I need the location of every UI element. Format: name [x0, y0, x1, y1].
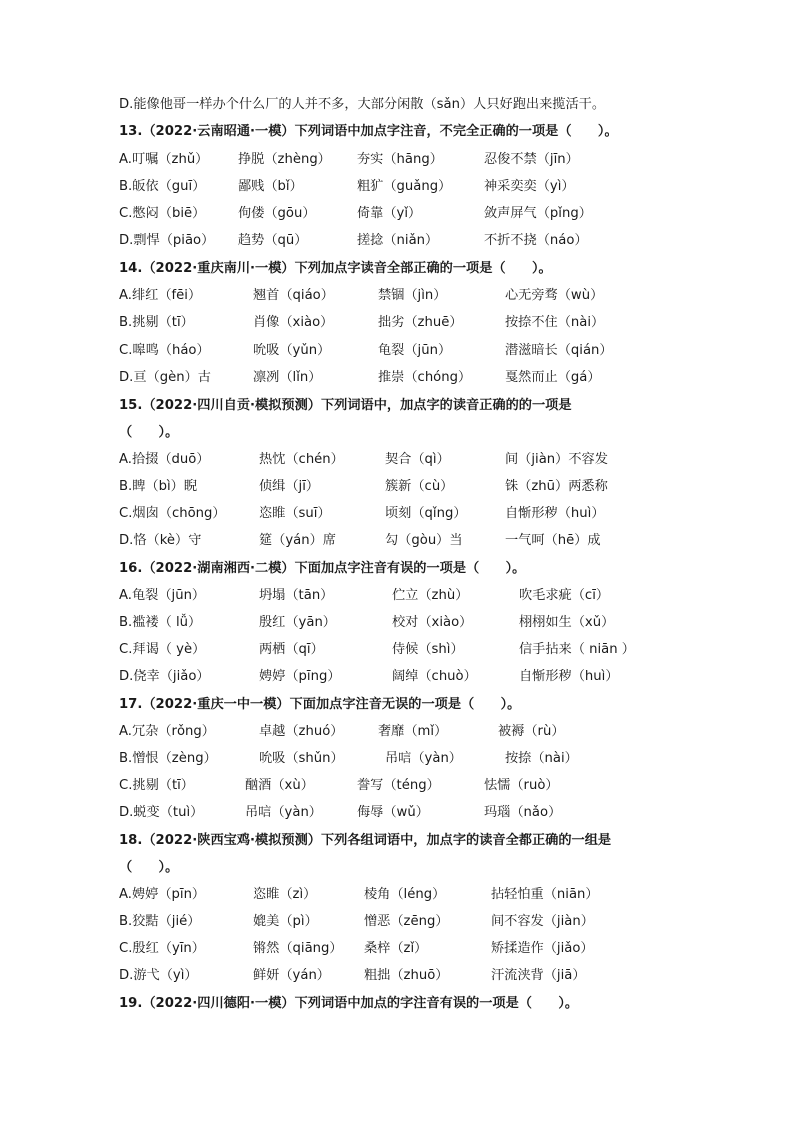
- option-row-18c: [119, 941, 679, 957]
- word: 侮辱（wǔ）: [357, 805, 429, 820]
- word: 锵然（qiāng）: [253, 941, 343, 956]
- question-stem-14: 14.（2022·重庆南川·一模）下列加点字读音全部正确的一项是（ ）。: [119, 261, 552, 276]
- option-a: A.拾掇（duō）: [119, 452, 210, 467]
- option-b: B.褴褛（ lǚ）: [119, 615, 202, 630]
- word: 怯懦（ruò）: [484, 778, 559, 793]
- word: 卓越（zhuó）: [259, 724, 344, 739]
- option-a: A.冗杂（rǒng）: [119, 724, 215, 739]
- option-row-18d: [119, 968, 679, 984]
- word: 粗拙（zhuō）: [364, 968, 449, 983]
- word: 夯实（hāng）: [357, 152, 443, 167]
- option-row-17c: [119, 778, 679, 794]
- option-row-14b: [119, 315, 679, 331]
- option-b: B.憎恨（zèng）: [119, 751, 217, 766]
- option-row-15a: [119, 452, 679, 468]
- word: 挣脱（zhèng）: [238, 152, 331, 167]
- text-line: D.能像他哥一样办个什么厂的人并不多，大部分闲散（sǎn）人只好跑出来揽活干。: [119, 97, 606, 112]
- question-stem-16: 16.（2022·湖南湘西·二模）下面加点字注音有误的一项是（ ）。: [119, 561, 526, 576]
- word: 趋势（qū）: [238, 233, 308, 248]
- option-row-13c: [119, 206, 679, 222]
- word: 不折不挠（náo）: [484, 233, 588, 248]
- option-row-17b: [119, 751, 679, 767]
- word: 龟裂（jūn）: [378, 343, 452, 358]
- question-stem-17: 17.（2022·重庆一中一模）下面加点字注音无误的一项是（ ）。: [119, 697, 521, 712]
- option-row-18b: [119, 914, 679, 930]
- word: 佝偻（gōu）: [238, 206, 316, 221]
- option-c: C.挑剔（tī）: [119, 778, 194, 793]
- word: 吊唁（yàn）: [385, 751, 462, 766]
- option-a: A.龟裂（jūn）: [119, 588, 206, 603]
- word: 被褥（rù）: [498, 724, 565, 739]
- word: 吮吸（yǔn）: [253, 343, 331, 358]
- word: 戛然而止（gá）: [505, 370, 601, 385]
- option-row-14d: [119, 370, 679, 386]
- option-a: A.绯红（fēi）: [119, 288, 202, 303]
- word: 按捺不住（nài）: [505, 315, 605, 330]
- word: 自惭形秽（huì）: [519, 669, 619, 684]
- word: 阔绰（chuò）: [392, 669, 477, 684]
- word: 侦缉（jī）: [259, 479, 320, 494]
- word: 奢靡（mǐ）: [378, 724, 448, 739]
- word: 热忱（chén）: [259, 452, 344, 467]
- option-row-13b: [119, 179, 679, 195]
- option-a: A.叮嘱（zhǔ）: [119, 152, 209, 167]
- option-b: B.睥（bì）睨: [119, 479, 198, 494]
- word: 两栖（qī）: [259, 642, 324, 657]
- question-stem-13: 13.（2022·云南昭通·一模）下列词语中加点字注音，不完全正确的一项是（ ）。: [119, 124, 618, 139]
- word: 殷红（yān）: [259, 615, 336, 630]
- option-c: C.拜谒（ yè）: [119, 642, 206, 657]
- option-d: D.亘（gèn）古: [119, 370, 211, 385]
- option-c: C.憋闷（biē）: [119, 206, 206, 221]
- word: 媲美（pì）: [253, 914, 318, 929]
- word: 誊写（téng）: [357, 778, 440, 793]
- word: 敛声屏气（pǐng）: [484, 206, 592, 221]
- word: 棱角（léng）: [364, 887, 446, 902]
- question-stem-18: 18.（2022·陕西宝鸡·模拟预测）下列各组词语中，加点字的读音全都正确的一组是: [119, 833, 612, 848]
- word: 自惭形秽（huì）: [505, 506, 605, 521]
- option-d: D.剽悍（piāo）: [119, 233, 215, 248]
- option-row-16c: [119, 642, 679, 658]
- option-b: B.挑剔（tī）: [119, 315, 194, 330]
- word: 倚靠（yǐ）: [357, 206, 422, 221]
- option-b: B.皈依（guī）: [119, 179, 206, 194]
- word: 鲜妍（yán）: [253, 968, 330, 983]
- word: 肖像（xiào）: [253, 315, 334, 330]
- word: 拈轻怕重（niān）: [491, 887, 599, 902]
- word: 栩栩如生（xǔ）: [519, 615, 615, 630]
- word: 恣睢（zì）: [253, 887, 317, 902]
- word: 按捺（nài）: [505, 751, 578, 766]
- word: 拙劣（zhuē）: [378, 315, 463, 330]
- option-row-13d: [119, 233, 679, 249]
- option-d: D.侥幸（jiǎo）: [119, 669, 210, 684]
- option-c: C.殷红（yīn）: [119, 941, 205, 956]
- option-row-16a: [119, 588, 679, 604]
- option-c: C.烟囱（chōng）: [119, 506, 226, 521]
- word: 禁锢（jìn）: [378, 288, 447, 303]
- option-row-17d: [119, 805, 679, 821]
- option-b: B.狡黠（jié）: [119, 914, 201, 929]
- word: 忍俊不禁（jīn）: [484, 152, 579, 167]
- word: 吹毛求疵（cī）: [519, 588, 610, 603]
- option-row-18a: [119, 887, 679, 903]
- option-d: D.游弋（yì）: [119, 968, 198, 983]
- word: 顷刻（qǐng）: [385, 506, 467, 521]
- word: 矫揉造作（jiǎo）: [491, 941, 594, 956]
- word: 伫立（zhù）: [392, 588, 469, 603]
- word: 契合（qì）: [385, 452, 450, 467]
- option-row-15b: [119, 479, 679, 495]
- word: 鄙贱（bǐ）: [238, 179, 303, 194]
- word: 心无旁骛（wù）: [505, 288, 604, 303]
- word: 吮吸（shǔn）: [259, 751, 344, 766]
- option-row-13a: [119, 152, 679, 168]
- word: 筵（yán）席: [259, 533, 336, 548]
- word: 推崇（chóng）: [378, 370, 472, 385]
- word: 凛冽（lǐn）: [253, 370, 322, 385]
- word: 簇新（cù）: [385, 479, 454, 494]
- word: 翘首（qiáo）: [253, 288, 334, 303]
- option-d: D.蜕变（tuì）: [119, 805, 204, 820]
- question-stem-18-cont: （ ）。: [119, 860, 179, 875]
- word: 神采奕奕（yì）: [484, 179, 575, 194]
- word: 玛瑙（nǎo）: [484, 805, 562, 820]
- option-row-14a: [119, 288, 679, 304]
- question-stem-15-cont: （ ）。: [119, 425, 179, 440]
- option-row-15d: [119, 533, 679, 549]
- option-d: D.恪（kè）守: [119, 533, 202, 548]
- word: 汗流浃背（jiā）: [491, 968, 586, 983]
- question-stem-19: 19.（2022·四川德阳·一模）下列词语中加点的字注音有误的一项是（ ）。: [119, 996, 579, 1011]
- word: 侍候（shì）: [392, 642, 464, 657]
- word: 一气呵（hē）成: [505, 533, 601, 548]
- word: 勾（gòu）当: [385, 533, 463, 548]
- option-c: C.嗥鸣（háo）: [119, 343, 210, 358]
- question-stem-15: 15.（2022·四川自贡·模拟预测）下列词语中，加点字的读音正确的的一项是: [119, 398, 572, 413]
- option-row-16d: [119, 669, 679, 685]
- word: 铢（zhū）两悉称: [505, 479, 608, 494]
- word: 吊唁（yàn）: [245, 805, 322, 820]
- word: 娉婷（pīng）: [259, 669, 341, 684]
- word: 桑梓（zǐ）: [364, 941, 428, 956]
- word: 坍塌（tān）: [259, 588, 334, 603]
- word: 酗酒（xù）: [245, 778, 314, 793]
- word: 搓捻（niǎn）: [357, 233, 439, 248]
- option-row-15c: [119, 506, 679, 522]
- option-row-17a: [119, 724, 679, 740]
- word: 间不容发（jiàn）: [491, 914, 594, 929]
- word: 潜滋暗长（qián）: [505, 343, 613, 358]
- word: 信手拈来（ niān ）: [519, 642, 635, 657]
- option-row-16b: [119, 615, 679, 631]
- word: 憎恶（zēng）: [364, 914, 449, 929]
- word: 恣睢（suī）: [259, 506, 331, 521]
- word: 校对（xiào）: [392, 615, 473, 630]
- option-a: A.娉婷（pīn）: [119, 887, 206, 902]
- word: 间（jiàn）不容发: [505, 452, 608, 467]
- word: 粗犷（guǎng）: [357, 179, 452, 194]
- option-row-14c: [119, 343, 679, 359]
